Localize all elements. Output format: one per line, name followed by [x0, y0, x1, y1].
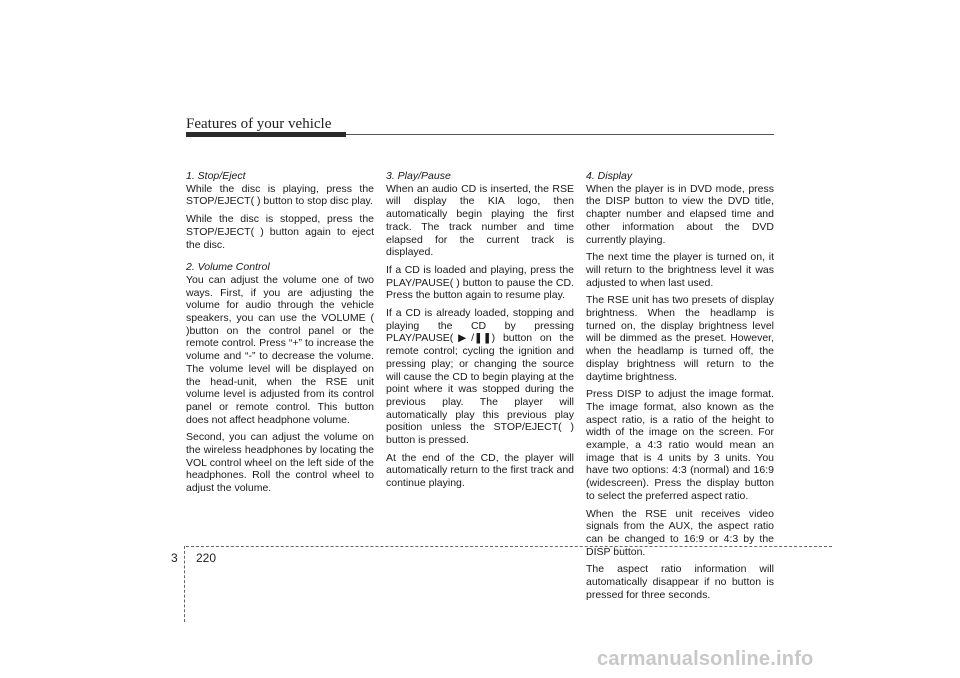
paragraph: If a CD is loaded and playing, press the PLAY/PAUSE( ) button to pause the CD. Press the button again to resume play. [386, 263, 574, 302]
section-display [586, 170, 774, 602]
chapter-number: 3 [171, 551, 178, 565]
header-bar [186, 132, 346, 137]
paragraph: The next time the player is turned on, it will return to the brightness level it was adjusted to when last used. [586, 251, 774, 289]
paragraph: If a CD is already loaded, stopping and playing the CD by pressing PLAY/PAUSE(▶/❚❚) button on the remote control; cycling the ignition and pressing play; or changing the source will cause the CD to begin playing at the point where it was stopped during the previous play. The player will automatically play this previous play position unless the STOP/EJECT( ) button is pressed. [386, 307, 574, 447]
section-title: 2. Volume Control [186, 261, 270, 274]
section-volume-control [186, 261, 374, 495]
paragraph: The RSE unit has two presets of display brightness. When the headlamp is turned on, the display brightness level will be dimmed as the preset. However, when the headlamp is turned off, the display brightness will return to the daytime brightness. [586, 294, 774, 383]
paragraph: You can adjust the volume one of two ways. First, if you are adjusting the volume for audio through the vehicle speakers, you can use the VOLUME ( )button on the control panel or the remote control. Press “+” to increase the volume and “-” to decrease the volume. The volume level will be displayed on the head-unit, when the RSE unit volume level is adjusted from its control panel or remote control. This button does not affect headphone volume. [186, 273, 374, 426]
paragraph: When an audio CD is inserted, the RSE will display the KIA logo, then automatically begin playing the first track. The track number and time elapsed for the current track is displayed. [386, 182, 574, 259]
section-title: 4. Display [586, 170, 633, 182]
paragraph: When the player is in DVD mode, press the DISP button to view the DVD title, chapter number and elapsed time and other information about the DVD currently playing. [586, 182, 774, 246]
footer-divider [186, 546, 832, 547]
paragraph: Press DISP to adjust the image format. The image format, also known as the aspect ratio, is a ratio of the height to width of the image on the screen. For example, a 4:3 ratio would mean an image that is 4 units by 3 units. You have two options: 4:3 (normal) and 16:9 (widescreen). Press the display button to select the preferred aspect ratio. [586, 388, 774, 502]
column-1 [186, 170, 374, 500]
page-number: 220 [196, 551, 217, 565]
watermark: carmanualsonline.info [597, 648, 814, 670]
section-title: 1. Stop/Eject [186, 170, 246, 182]
column-3 [586, 170, 774, 607]
section-play-pause [386, 170, 574, 490]
paragraph: When the RSE unit receives video signals from the AUX, the aspect ratio can be changed to 16:9 or 4:3 by the DISP button. [586, 507, 774, 558]
footer-vertical-divider [184, 546, 185, 622]
paragraph: The aspect ratio information will automatically disappear if no button is pressed for three seconds. [586, 563, 774, 601]
section-title: 3. Play/Pause [386, 170, 451, 182]
section-stop-eject [186, 170, 374, 251]
column-2 [386, 170, 574, 495]
paragraph: Second, you can adjust the volume on the wireless headphones by locating the VOL control wheel on the left side of the headphones. Roll the control wheel to adjust the volume. [186, 431, 374, 495]
header-rule [346, 134, 774, 135]
paragraph: At the end of the CD, the player will automatically return to the first track and continue playing. [386, 451, 574, 490]
page-header-title: Features of your vehicle [186, 116, 332, 132]
paragraph: While the disc is playing, press the STOP/EJECT( ) button to stop disc play. [186, 182, 374, 208]
paragraph: While the disc is stopped, press the STOP/EJECT( ) button again to eject the disc. [186, 213, 374, 251]
